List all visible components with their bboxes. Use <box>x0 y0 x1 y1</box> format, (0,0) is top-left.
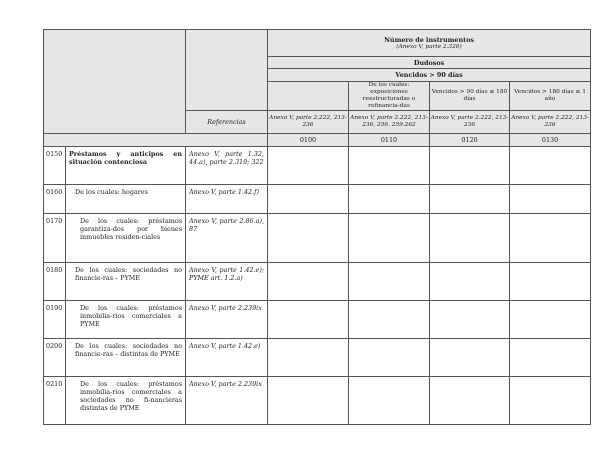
row-label: De los cuales: préstamos inmobilia-rios comerciales a sociedades no fi-nancieras distintas de PYME <box>66 377 186 425</box>
cell-0200-0100[interactable] <box>268 339 349 377</box>
cell-0160-0110[interactable] <box>349 185 430 214</box>
col-code-0100: 0100 <box>268 134 349 147</box>
col-code-0120: 0120 <box>430 134 510 147</box>
cell-0200-0120[interactable] <box>430 339 510 377</box>
cell-0210-0110[interactable] <box>349 377 430 425</box>
row-ref: Anexo V, parte 2.86.a), 87 <box>186 214 268 263</box>
col-label-0130: Vencidos > 180 días ≤ 1 año <box>510 82 591 111</box>
row-ref: Anexo V, parte 2.239ix <box>186 377 268 425</box>
col-ref-0110: Anexo V, parte 2.222, 213-236, 256, 259.262 <box>349 111 430 134</box>
cell-0150-0120[interactable] <box>430 147 510 185</box>
code-row-spacer <box>44 134 268 147</box>
row-code: 0150 <box>44 147 66 185</box>
table-row <box>44 263 591 301</box>
cell-0180-0110[interactable] <box>349 263 430 301</box>
row-label: De los cuales: sociedades no financie-ras – distintas de PYME <box>66 339 186 377</box>
header-dudosos: Dudosos <box>268 57 591 69</box>
cell-0170-0130[interactable] <box>510 214 591 263</box>
table-row <box>44 147 591 185</box>
row-label: De los cuales: hogares <box>66 185 186 214</box>
cell-0160-0100[interactable] <box>268 185 349 214</box>
col-code-0130: 0130 <box>510 134 591 147</box>
cell-0180-0130[interactable] <box>510 263 591 301</box>
header-corner <box>44 30 186 134</box>
cell-0150-0130[interactable] <box>510 147 591 185</box>
cell-0210-0100[interactable] <box>268 377 349 425</box>
col-label-0100 <box>268 82 349 111</box>
row-label: De los cuales: sociedades no financie-ras – PYME <box>66 263 186 301</box>
row-code: 0160 <box>44 185 66 214</box>
cell-0170-0120[interactable] <box>430 214 510 263</box>
col-label-0110: De los cuales: exposiciones reestructuradas o refinancia-das <box>349 82 430 111</box>
cell-0200-0110[interactable] <box>349 339 430 377</box>
row-ref: Anexo V, parte 1.42.e) <box>186 339 268 377</box>
cell-0170-0100[interactable] <box>268 214 349 263</box>
table-row <box>44 377 591 425</box>
header-referencias: Referencias <box>186 111 268 134</box>
cell-0180-0120[interactable] <box>430 263 510 301</box>
cell-0170-0110[interactable] <box>349 214 430 263</box>
cell-0190-0110[interactable] <box>349 301 430 339</box>
cell-0160-0120[interactable] <box>430 185 510 214</box>
row-ref: Anexo V, parte 1.32, 44.a), parte 2.319; 322 <box>186 147 268 185</box>
row-code: 0190 <box>44 301 66 339</box>
table-row <box>44 214 591 263</box>
cell-0150-0100[interactable] <box>268 147 349 185</box>
cell-0190-0100[interactable] <box>268 301 349 339</box>
row-label: Préstamos y anticipos en situación contenciosa <box>66 147 186 185</box>
row-code: 0210 <box>44 377 66 425</box>
col-code-0110: 0110 <box>349 134 430 147</box>
header-title-cell <box>268 30 591 57</box>
col-ref-0100: Anexo V, parte 2.222, 213-236 <box>268 111 349 134</box>
cell-0190-0130[interactable] <box>510 301 591 339</box>
row-code: 0170 <box>44 214 66 263</box>
cell-0200-0130[interactable] <box>510 339 591 377</box>
header-ref-spacer <box>186 30 268 111</box>
table-row <box>44 301 591 339</box>
cell-0160-0130[interactable] <box>510 185 591 214</box>
cell-0150-0110[interactable] <box>349 147 430 185</box>
row-label: De los cuales: préstamos inmobilia-rios comerciales a PYME <box>66 301 186 339</box>
table-row <box>44 185 591 214</box>
row-ref: Anexo V, parte 1.42.f) <box>186 185 268 214</box>
col-label-0120: Vencidos > 90 días ≤ 180 días <box>430 82 510 111</box>
header-subtitle: (Anexo V, parte 2.320) <box>396 43 462 50</box>
row-ref: Anexo V, parte 1.42.e); PYME art. 1.2.a) <box>186 263 268 301</box>
row-code: 0180 <box>44 263 66 301</box>
col-ref-0120: Anexo V, parte 2.222, 213-236 <box>430 111 510 134</box>
table-row <box>44 339 591 377</box>
cell-0210-0130[interactable] <box>510 377 591 425</box>
header-vencidos: Vencidos > 90 días <box>268 69 591 82</box>
col-ref-0130: Anexo V, parte 2.222, 213-236 <box>510 111 591 134</box>
report-table <box>43 29 591 425</box>
header-title: Número de instrumentos <box>384 35 474 44</box>
row-code: 0200 <box>44 339 66 377</box>
row-label: De los cuales: préstamos garantiza-dos por bienes inmuebles residen-ciales <box>66 214 186 263</box>
row-ref: Anexo V, parte 2.239ix <box>186 301 268 339</box>
cell-0190-0120[interactable] <box>430 301 510 339</box>
cell-0180-0100[interactable] <box>268 263 349 301</box>
cell-0210-0120[interactable] <box>430 377 510 425</box>
